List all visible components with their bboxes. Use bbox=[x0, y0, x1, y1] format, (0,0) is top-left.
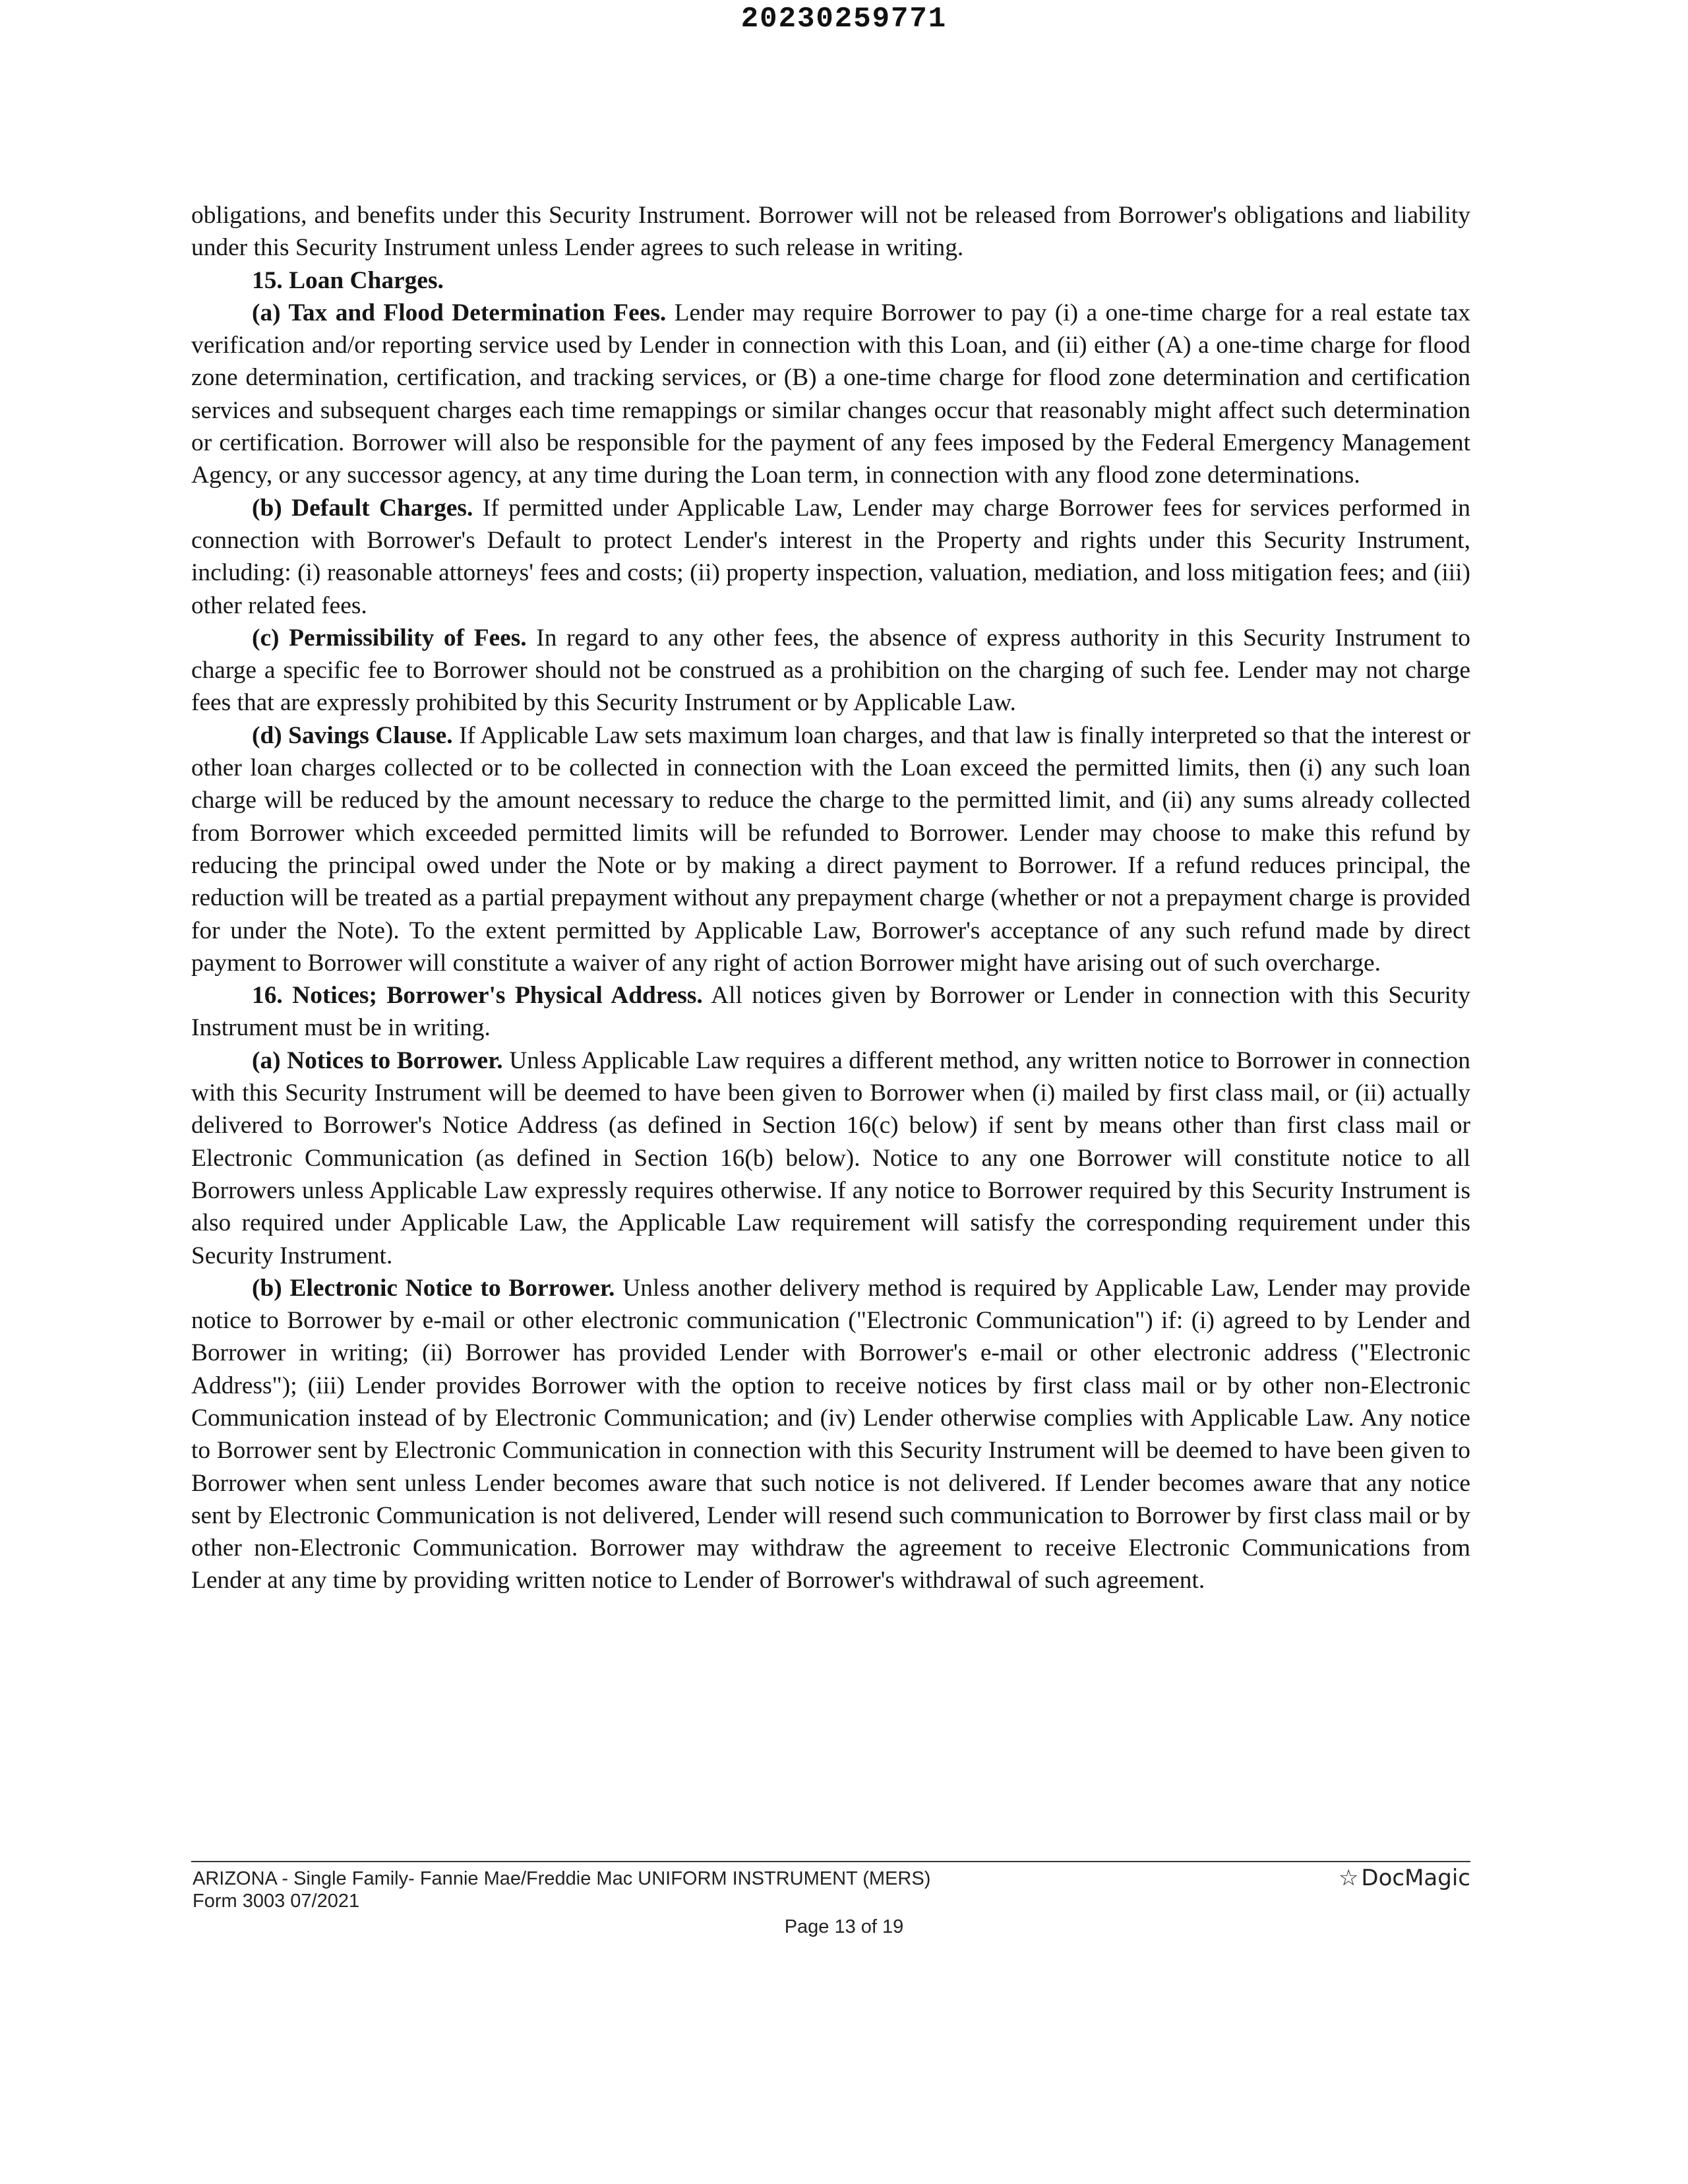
section-16-text: All notices given by Borrower or Lender in connection with this Security Instrument must be in writing. bbox=[191, 982, 1470, 1042]
section-16a-label: (a) Notices to Borrower. bbox=[252, 1046, 503, 1074]
section-15d-label: (d) Savings Clause. bbox=[252, 721, 453, 749]
section-15b bbox=[191, 492, 1470, 622]
section-15a-text: Lender may require Borrower to pay (i) a one-time charge for a real estate tax verification and/or reporting service used by Lender in connection with this Loan, and (ii) either (A) a one-time charge for flood zone determination, certification, and tracking services, or (B) a one-time charge for flood zone determination and certification services and subsequent charges each time remappings or similar changes occur that reasonably might affect such determination or certification. Borrower will also be responsible for the payment of any fees imposed by the Federal Emergency Management Agency, or any successor agency, at any time during the Loan term, in connection with any flood zone determinations. bbox=[191, 299, 1470, 489]
section-15b-label: (b) Default Charges. bbox=[252, 494, 473, 522]
footer-form-info bbox=[193, 1867, 930, 1912]
brand-name: DocMagic bbox=[1361, 1865, 1470, 1891]
footer-brand-logo bbox=[1339, 1865, 1470, 1891]
document-body bbox=[191, 199, 1470, 1597]
section-15d bbox=[191, 719, 1470, 979]
section-15c bbox=[191, 622, 1470, 719]
footer-divider bbox=[191, 1861, 1470, 1862]
footer-page-number: Page 13 of 19 bbox=[784, 1916, 904, 1937]
section-15a-label: (a) Tax and Flood Determination Fees. bbox=[252, 299, 667, 326]
paragraph-continuation: obligations, and benefits under this Security Instrument. Borrower will not be released from Borrower's obligations and liability under this Security Instrument unless Lender agrees to such release in writing. bbox=[191, 202, 1470, 262]
section-15c-label: (c) Permissibility of Fees. bbox=[252, 624, 527, 652]
section-16a bbox=[191, 1045, 1470, 1272]
section-16b bbox=[191, 1272, 1470, 1597]
footer-form-title: ARIZONA - Single Family- Fannie Mae/Freddie Mac UNIFORM INSTRUMENT (MERS) bbox=[193, 1868, 931, 1889]
section-16b-label: (b) Electronic Notice to Borrower. bbox=[252, 1274, 615, 1302]
section-15d-text: If Applicable Law sets maximum loan charges, and that law is finally interpreted so that the interest or other loan charges collected or to be collected in connection with the Loan exceed the permitted limits, then (i) any such loan charge will be reduced by the amount necessary to reduce the charge to the permitted limit, and (ii) any sums already collected from Borrower which exceeded permitted limits will be refunded to Borrower. Lender may choose to make this refund by reducing the principal owed under the Note or by making a direct payment to Borrower. If a refund reduces principal, the reduction will be treated as a partial prepayment without any prepayment charge (whether or not a prepayment charge is provided for under the Note). To the extent permitted by Applicable Law, Borrower's acceptance of any such refund made by direct payment to Borrower will constitute a waiver of any right of action Borrower might have arising out of such overcharge. bbox=[191, 721, 1470, 977]
section-heading: 15. Loan Charges. bbox=[252, 266, 444, 294]
section-16b-text: Unless another delivery method is required by Applicable Law, Lender may provide notice to Borrower by e-mail or other electronic communication ("Electronic Communication") if: (i) agreed to by Lender and Borrower in writing; (ii) Borrower has provided Lender with Borrower's e-mail or other electronic address ("Electronic Address"); (iii) Lender provides Borrower with the option to receive notices by first class mail or by other non-Electronic Communication instead of by Electronic Communication; and (iv) Lender otherwise complies with Applicable Law. Any notice to Borrower sent by Electronic Communication in connection with this Security Instrument will be deemed to have been given to Borrower when sent unless Lender becomes aware that such notice is not delivered. If Lender becomes aware that any notice sent by Electronic Communication is not delivered, Lender will resend such communication to Borrower by first class mail or by other non-Electronic Communication. Borrower may withdraw the agreement to receive Electronic Communications from Lender at any time by providing written notice to Lender of Borrower's withdrawal of such agreement. bbox=[191, 1274, 1470, 1594]
section-15-heading bbox=[191, 264, 1470, 297]
section-15c-text: In regard to any other fees, the absence of express authority in this Security Instrument to charge a specific fee to Borrower should not be construed as a prohibition on the charging of such fee. Lender may not charge fees that are expressly prohibited by this Security Instrument or by Applicable Law. bbox=[191, 624, 1471, 717]
footer-form-number: Form 3003 07/2021 bbox=[193, 1891, 360, 1912]
section-15a bbox=[191, 297, 1470, 492]
section-15b-text: If permitted under Applicable Law, Lender may charge Borrower fees for services performed in connection with Borrower's Default to protect Lender's interest in the Property and rights under this Security Instrument, including: (i) reasonable attorneys' fees and costs; (ii) property inspection, valuation, mediation, and loss mitigation fees; and (iii) other related fees. bbox=[191, 494, 1470, 619]
section-16 bbox=[191, 979, 1470, 1045]
section-16a-text: Unless Applicable Law requires a different method, any written notice to Borrower in connection with this Security Instrument will be deemed to have been given to Borrower when (i) mailed by first class mail, or (ii) actually delivered to Borrower's Notice Address (as defined in Section 16(c) below) if sent by means other than first class mail or Electronic Communication (as defined in Section 16(b) below). Notice to any one Borrower will constitute notice to all Borrowers unless Applicable Law expressly requires otherwise. If any notice to Borrower required by this Security Instrument is also required under Applicable Law, the Applicable Law requirement will satisfy the corresponding requirement under this Security Instrument. bbox=[191, 1046, 1470, 1269]
document-number: 20230259771 bbox=[740, 3, 948, 36]
section-16-label: 16. Notices; Borrower's Physical Address. bbox=[252, 982, 703, 1010]
star-outline-icon: ☆ bbox=[1338, 1865, 1359, 1891]
